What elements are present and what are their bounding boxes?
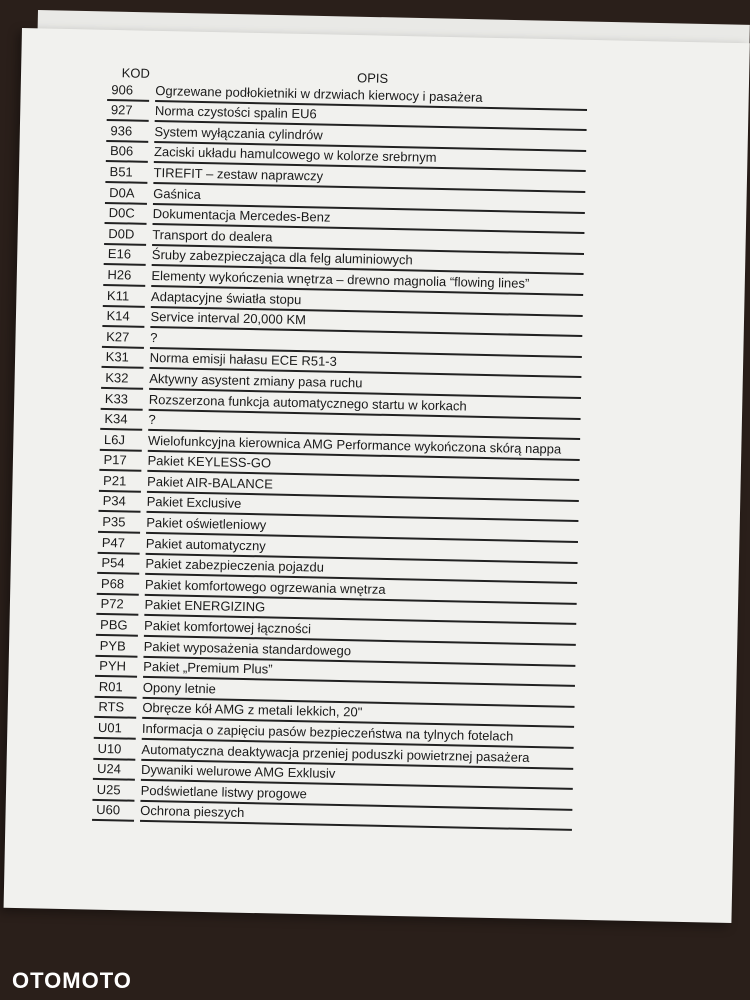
- row-description: Pakiet wyposażenia standardowego: [143, 638, 575, 667]
- row-description: Automatyczna deaktywacja przeniej poduszki powietrznej pasażera: [141, 740, 573, 769]
- row-code: D0D: [104, 225, 146, 246]
- row-code: D0A: [105, 184, 147, 205]
- row-code: H26: [103, 266, 145, 287]
- row-code: P21: [99, 472, 141, 493]
- equipment-code-table: [92, 58, 588, 831]
- row-description: Pakiet AIR-BALANCE: [147, 473, 579, 502]
- row-description: Dywaniki welurowe AMG Exklusiv: [141, 761, 573, 790]
- row-description: Pakiet automatyczny: [146, 535, 578, 564]
- row-description: Pakiet zabezpieczenia pojazdu: [145, 555, 577, 584]
- row-code: P47: [98, 534, 140, 555]
- row-code: D0C: [105, 204, 147, 225]
- row-code: U01: [94, 719, 136, 740]
- row-description: Informacja o zapięciu pasów bezpieczeństwa na tylnych fotelach: [142, 720, 574, 749]
- row-code: K34: [100, 410, 142, 431]
- row-description: Norma czystości spalin EU6: [155, 102, 587, 131]
- row-code: PYB: [95, 636, 137, 657]
- row-description: Obręcze kół AMG z metali lekkich, 20": [142, 699, 574, 728]
- row-description: Elementy wykończenia wnętrza – drewno magnolia “flowing lines”: [151, 267, 583, 296]
- row-description: ?: [150, 329, 582, 358]
- row-code: P35: [98, 513, 140, 534]
- row-description: Norma emisji hałasu ECE R51-3: [149, 349, 581, 378]
- row-description: Transport do dealera: [152, 226, 584, 255]
- row-code: U24: [93, 760, 135, 781]
- row-code: P68: [97, 575, 139, 596]
- row-description: Dokumentacja Mercedes-Benz: [153, 205, 585, 234]
- row-description: Pakiet komfortowej łączności: [144, 617, 576, 646]
- otomoto-watermark: OTOMOTO: [12, 968, 132, 993]
- row-code: B51: [105, 163, 147, 184]
- row-description: ?: [148, 411, 580, 440]
- row-description: System wyłączania cylindrów: [154, 123, 586, 152]
- row-code: K33: [101, 389, 143, 410]
- row-code: U10: [93, 739, 135, 760]
- row-description: Service interval 20,000 KM: [150, 308, 582, 337]
- row-code: P72: [96, 595, 138, 616]
- row-description: Pakiet KEYLESS-GO: [147, 452, 579, 481]
- row-code: 927: [107, 101, 149, 122]
- row-code: K14: [102, 307, 144, 328]
- row-code: P54: [97, 554, 139, 575]
- row-code: 906: [107, 81, 149, 102]
- row-code: 936: [106, 122, 148, 143]
- row-description: Aktywny asystent zmiany pasa ruchu: [149, 370, 581, 399]
- row-description: Podświetlane listwy progowe: [140, 782, 572, 811]
- row-code: P17: [99, 451, 141, 472]
- row-description: Pakiet komfortowego ogrzewania wnętrza: [145, 576, 577, 605]
- row-description: Pakiet „Premium Plus”: [143, 658, 575, 687]
- table-body: [92, 80, 587, 831]
- row-description: Pakiet ENERGIZING: [144, 596, 576, 625]
- row-code: K11: [103, 286, 145, 307]
- row-description: Adaptacyjne światła stopu: [151, 287, 583, 316]
- row-description: TIREFIT – zestaw naprawczy: [153, 164, 585, 193]
- row-description: Rozszerzona funkcja automatycznego startu w korkach: [149, 390, 581, 419]
- row-code: U25: [92, 781, 134, 802]
- header-code: KOD: [121, 65, 151, 81]
- row-code: L6J: [100, 431, 142, 452]
- row-description: Ochrona pieszych: [140, 802, 572, 831]
- row-description: Pakiet Exclusive: [146, 493, 578, 522]
- row-description: Ogrzewane podłokietniki w drzwiach kierwocy i pasażera: [155, 82, 587, 111]
- row-description: Opony letnie: [143, 679, 575, 708]
- row-code: PYH: [95, 657, 137, 678]
- row-code: E16: [104, 245, 146, 266]
- row-code: B06: [106, 142, 148, 163]
- row-code: U60: [92, 801, 134, 822]
- row-code: R01: [95, 678, 137, 699]
- header-description: OPIS: [356, 70, 389, 86]
- row-description: Gaśnica: [153, 185, 585, 214]
- row-code: K27: [102, 328, 144, 349]
- row-code: P34: [98, 492, 140, 513]
- row-code: K32: [101, 369, 143, 390]
- row-description: Zaciski układu hamulcowego w kolorze srebrnym: [154, 143, 586, 172]
- row-code: K31: [102, 348, 144, 369]
- row-code: RTS: [94, 698, 136, 719]
- row-code: PBG: [96, 616, 138, 637]
- row-description: Śruby zabezpieczająca dla felg aluminiowych: [152, 246, 584, 275]
- row-description: Wielofunkcyjna kierownica AMG Performance wykończona skórą nappa: [148, 432, 580, 461]
- row-description: Pakiet oświetleniowy: [146, 514, 578, 543]
